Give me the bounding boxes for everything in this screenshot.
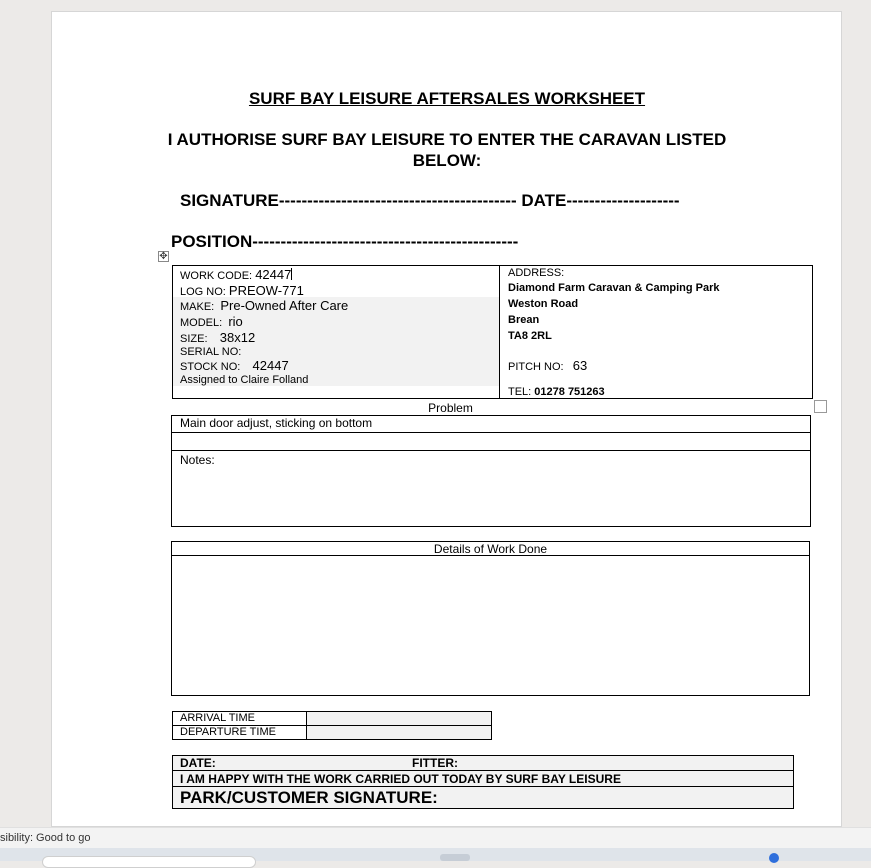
model-value: rio [228,314,243,329]
notification-badge-icon[interactable] [769,853,779,863]
address-line-2: Weston Road [508,298,579,310]
stock-no-value: 42447 [252,358,289,373]
taskbar-app-icon[interactable] [440,854,470,861]
accessibility-status[interactable]: sibility: Good to go [0,832,91,844]
log-no-value: PREOW-771 [228,283,304,298]
customer-signature-label: PARK/CUSTOMER SIGNATURE: [180,788,438,807]
assigned-to: Assigned to Claire Folland [180,374,309,386]
address-line-1: Diamond Farm Caravan & Camping Park [508,282,720,294]
problem-row-divider [172,432,810,433]
date-label: DATE: [180,756,216,770]
telephone-field: TEL: 01278 751263 [508,386,605,398]
address-postcode: TA8 2RL [508,330,552,342]
table-column-divider [499,265,500,399]
arrival-time-label: ARRIVAL TIME [180,712,255,724]
size-field[interactable]: SIZE: 38x12 [180,330,256,345]
departure-time-label: DEPARTURE TIME [180,726,276,738]
make-value: Pre-Owned After Care [220,298,349,313]
table-move-handle-icon[interactable]: ✥ [159,251,168,262]
telephone-value: 01278 751263 [534,386,605,398]
address-line-3: Brean [508,314,540,326]
make-field[interactable]: MAKE: Pre-Owned After Care [180,298,349,313]
problem-description[interactable]: Main door adjust, sticking on bottom [180,416,373,430]
work-code-value: 42447 [255,267,292,282]
work-code-field[interactable]: WORK CODE: 42447 [180,267,292,282]
notes-label: Notes: [180,453,215,467]
signature-date-line: SIGNATURE------------------------------------------ DATE-------------------- [180,191,680,210]
log-no-field[interactable]: LOG NO: PREOW-771 [180,283,304,298]
end-of-row-marker[interactable] [814,400,827,413]
size-value: 38x12 [219,330,256,345]
pitch-no-value: 63 [572,358,588,373]
work-done-table [171,541,810,696]
fitter-label: FITTER: [412,756,458,770]
position-line: POSITION----------------------------------------------- [171,232,519,251]
times-column-divider [306,712,307,739]
status-bar [0,827,871,848]
notes-row-divider [172,450,810,451]
address-label: ADDRESS: [508,267,565,279]
stock-no-field[interactable]: STOCK NO: 42447 [180,358,289,373]
pitch-no-field[interactable]: PITCH NO: 63 [508,358,588,373]
customer-satisfaction-statement: I AM HAPPY WITH THE WORK CARRIED OUT TODAY BY SURF BAY LEISURE [180,772,621,786]
taskbar-search-box[interactable] [42,856,256,868]
sign-row-divider-2 [173,786,793,787]
taskbar [0,848,871,861]
model-field[interactable]: MODEL: rio [180,314,243,329]
document-page [51,11,842,827]
sign-row-divider-1 [173,770,793,771]
problem-header: Problem [428,401,473,415]
work-done-header: Details of Work Done [433,542,548,556]
text-cursor [291,268,292,280]
document-title: SURF BAY LEISURE AFTERSALES WORKSHEET [248,89,646,108]
authorise-statement: I AUTHORISE SURF BAY LEISURE TO ENTER THE CARAVAN LISTED BELOW: [167,130,727,170]
serial-no-field[interactable]: SERIAL NO: [180,346,242,358]
